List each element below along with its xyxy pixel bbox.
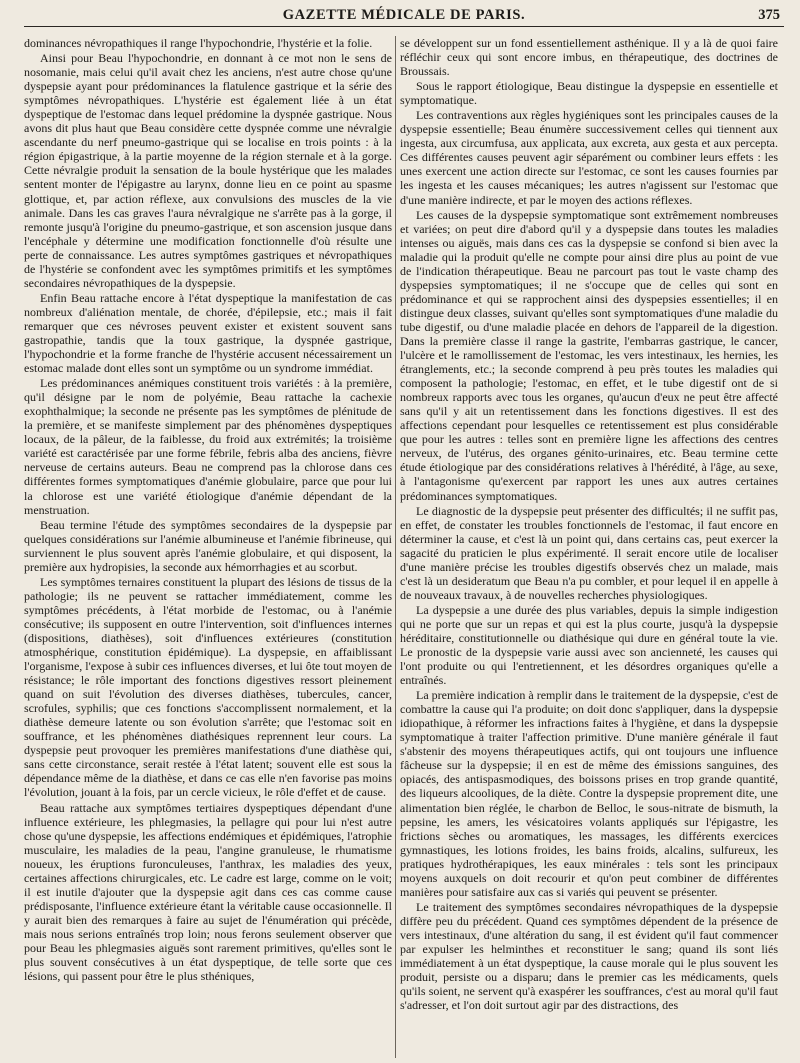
paragraph: Les causes de la dyspepsie symptomatique sont extrêmement nombreuses et variées; on peut dire d'abord qu'il y a dyspepsie dans toutes les maladies intenses ou aiguës, mais dans ces cas la dyspepsie se confond si bien avec la maladie qui la produit qu'elle ne compte pour ainsi dire plus au point de vue de l'indication thérapeutique. Beau ne parcourt pas tout le vaste champ des dyspepsies symptomatiques; il ne s'occupe que de celles qui sont en prédominance et qui se rapprochent ainsi des dyspepsies essentielles; il en distingue deux classes, suivant qu'elles sont symptomatiques d'une maladie du tube digestif, ou d'une maladie placée en dehors de l'appareil de la digestion. Dans la première classe il range la gastrite, l'embarras gastrique, le cancer, l'ulcère et le ramollissement de l'estomac, les vers intestinaux, les hernies, les étranglements, etc.; la seconde comprend à peu près toutes les maladies qui composent la pathologie; l'estomac, en effet, et le tube digestif ont de si nombreux rapports avec tous les organes, qu'aucun d'eux ne peut être affecté sans qu'il y ait un retentissement dans les fonctions digestives. Il est des affections cependant pour lesquelles ce retentissement est plus considérable que pour les autres : telles sont en première ligne les affections des centres nerveux, de l'utérus, des organes génito-urinaires, etc. Beau termine cette étude étiologique par des considérations relatives à l'hérédité, à l'âge, au sexe, à l'antagonisme qu'exercent par rapport les unes aux autres certaines prédominances symptomatiques.: [400, 207, 778, 503]
paragraph: La dyspepsie a une durée des plus variables, depuis la simple indigestion qui ne porte que sur un repas et qui est la plus courte, jusqu'à la dyspepsie héréditaire, constitutionnelle ou diathésique qui dure en général toute la vie. Le pronostic de la dyspepsie varie aussi avec son ancienneté, les causes qui l'ont produite ou qui l'entretiennent, et les désordres organiques qu'elle a entraînés.: [400, 602, 778, 688]
left-column: [24, 36, 392, 1058]
paragraph: Enfin Beau rattache encore à l'état dyspeptique la manifestation de cas nombreux d'aliénation mentale, de chorée, d'épilepsie, etc.; mais il fait remarquer que ces névroses peuvent exister et existent souvent sans gastropathie, tandis que la toux gastrique, la dyspnée gastrique, l'hypochondrie et la forme franche de l'hystérie accusent nécessairement un estomac malade dont elles sont un symptôme ou un syndrome immédiat.: [24, 290, 392, 376]
paragraph: Les prédominances anémiques constituent trois variétés : à la première, qu'il désigne par le nom de polyémie, Beau rattache la cachexie exophthalmique; la seconde ne présente pas les symptômes de plénitude de la première, et se manifeste simplement par des phénomènes dyspeptiques locaux, de la pâleur, de la faiblesse, du froid aux extrémités; la troisième variété est caractérisée par une forme fébrile, febris alba des anciens, fièvre nerveuse de certains auteurs. Beau ne comprend pas la chlorose dans ces différentes formes symptomatiques d'anémie globulaire, parce que pour lui la chlorose est une variété étiologique d'anémie dépendant de la menstruation.: [24, 376, 392, 517]
paragraph: Sous le rapport étiologique, Beau distingue la dyspepsie en essentielle et symptomatique.: [400, 79, 778, 108]
paragraph: Les symptômes ternaires constituent la plupart des lésions de tissus de la pathologie; ils ne peuvent se rattacher immédiatement, comme les symptômes précédents, à l'état morbide de l'estomac, ou à l'anémie consécutive; ils supposent en outre l'intervention, soit d'influences internes (dispositions, diathèses), soit d'influences extérieures (constitution atmosphérique, constitution épidémique). La dyspepsie, en affaiblissant l'organisme, l'expose à subir ces influences diverses, et lui ôte tout moyen de résistance; le rôle important des fonctions digestives ressort pleinement quand on suit l'évolution des diverses diathèses, tubercules, cancer, scrofules, syphilis; que ces fonctions s'accomplissent normalement, et la diathèse demeure latente ou son évolution s'arrête; que l'estomac soit en souffrance, et les phénomènes diathésiques reprennent leur cours. La dyspepsie peut provoquer les premières manifestations d'une diathèse qui, sans cette circonstance, serait restée à l'état latent; souvent elle est sous la dépendance même de la diathèse, et dans ce cas elle n'en favorise pas moins l'évolution, jouant à la fois, par un cercle vicieux, le rôle d'effet et de cause.: [24, 574, 392, 800]
page-header: [24, 4, 784, 27]
paragraph: Ainsi pour Beau l'hypochondrie, en donnant à ce mot non le sens de nosomanie, mais celui qu'il avait chez les anciens, n'est autre chose qu'une dyspepsie ayant pour prédominances la flatulence gastrique et la série des symptômes névropathiques. L'hystérie est également liée à un état dyspeptique de l'estomac dans lequel prédomine la dyspnée gastrique. Nous avons dit plus haut que Beau considère cette dyspnée comme une névralgie ascendante du nerf pneumo-gastrique qui se localise en trois points : à la région épigastrique, à la partie moyenne de la région sternale et à la gorge. Cette névralgie produit la sensation de la boule hystérique que les malades sentent monter de l'épigastre au larynx, donne lieu en ce point au spasme glottique, et, par action réflexe, aux convulsions des muscles de la vie animale. Dans les cas graves l'aura névralgique ne s'arrête pas à la gorge, il remonte jusqu'à l'origine du pneumo-gastrique, et son ascension jusque dans l'encéphale y détermine une modification fonctionnelle d'où résulte une perte de connaissance. Les autres symptômes gastriques et névropathiques de l'hystérie se confondent avec les symptômes primitifs et les symptômes secondaires névropathiques de la dyspepsie.: [24, 51, 392, 290]
paragraph: Le diagnostic de la dyspepsie peut présenter des difficultés; il ne suffit pas, en effet, de constater les troubles fonctionnels de l'estomac, il faut encore en déterminer la cause, et c'est là un point qui, dans certains cas, peut exercer la sagacité du praticien le plus expérimenté. Il serait encore utile de localiser d'une manière précise les troubles digestifs observés chez un malade, mais c'est là un desideratum que Beau n'a pu combler, et pour lequel il en appelle à de nouveaux travaux, à de nouvelles recherches physiologiques.: [400, 503, 778, 602]
paragraph: dominances névropathiques il range l'hypochondrie, l'hystérie et la folie.: [24, 36, 373, 50]
paragraph: Beau termine l'étude des symptômes secondaires de la dyspepsie par quelques considérations sur l'anémie albumineuse et l'anémie fibrineuse, qui surviennent le plus souvent après l'anémie globulaire, et qui disposent, la première aux hydropisies, la seconde aux hémorrhagies et au scorbut.: [24, 517, 392, 574]
paragraph: Beau rattache aux symptômes tertiaires dyspeptiques dépendant d'une influence extérieure, les phlegmasies, la pellagre qui pour lui n'est autre chose qu'une dyspepsie, les affections endémiques et épidémiques, l'atrophie musculaire, les maladies de la peau, l'angine granuleuse, le rhumatisme noueux, les éruptions furonculeuses, l'anthrax, les maladies des yeux, certaines affections chirurgicales, etc. Le cadre est large, comme on le voit; il est inutile d'ajouter que la dyspepsie agit dans ces cas comme cause prédisposante, l'influence extérieure étant la véritable cause occasionnelle. Il y aurait bien des remarques à faire au sujet de l'énumération qui précède, mais nous serions entraînés trop loin; nous ferons seulement observer que pour Beau les phlegmasies aiguës sont rarement primitives, qu'elles sont le plus souvent consécutives à un état dyspeptique, de telle sorte que ces lésions, qui passent pour être le plus sthéniques,: [24, 800, 392, 984]
running-title: GAZETTE MÉDICALE DE PARIS.: [282, 7, 526, 23]
paragraph: se développent sur un fond essentiellement asthénique. Il y a là de quoi faire réfléchir ceux qui sont encore imbus, en thérapeutique, des doctrines de Broussais.: [400, 36, 778, 79]
paragraph: Le traitement des symptômes secondaires névropathiques de la dyspepsie diffère peu du précédent. Quand ces symptômes dépendent de la présence de vers intestinaux, d'une altération du sang, il est évident qu'il faut commencer par expulser les helminthes et reconstituer le sang; quand ils sont liés immédiatement à un état dyspeptique, la cause morale qui le plus souvent les produit, persiste ou a disparu; dans le premier cas les médicaments, quels qu'ils soient, ne servent qu'à exaspérer les souffrances, c'est au moral qu'il faut s'adresser, et l'on doit surtout agir par des distractions, des: [400, 899, 778, 1013]
right-column: [400, 36, 778, 1058]
paragraph: Les contraventions aux règles hygiéniques sont les principales causes de la dyspepsie essentielle; Beau énumère successivement celles qui tiennent aux ingesta, aux circumfusa, aux applicata, aux excreta, aux gesta et aux percepta. Ces différentes causes peuvent agir séparément ou combiner leurs effets : les unes exercent une action directe sur l'estomac, ce sont les causes fournies par les ingesta et les causes mécaniques; les autres n'agissent sur l'estomac que d'une manière indirecte, et par le moyen des actions réflexes.: [400, 108, 778, 207]
column-divider: [395, 36, 396, 1058]
page-number: 375: [758, 7, 780, 23]
paragraph: La première indication à remplir dans le traitement de la dyspepsie, c'est de combattre la cause qui l'a produite; on doit donc s'appliquer, dans la dyspepsie idiopathique, à réformer les infractions faites à l'hygiène, et dans la dyspepsie symptomatique à traiter l'affection primitive. D'une manière générale il faut s'abstenir des moyens thérapeutiques actifs, qui ont toujours une influence fâcheuse sur la dyspepsie; il en est de même des émissions sanguines, des opiacés, des antispasmodiques, des boissons prises en trop grande quantité, des liqueurs alcooliques, de la diète. Contre la dyspepsie proprement dite, une alimentation bien réglée, le charbon de Belloc, le sous-nitrate de bismuth, la pepsine, les amers, les vésicatoires volants appliqués sur l'épigastre, les frictions sèches ou aromatiques, les massages, les différents exercices gymnastiques, les lotions froides, les bains froids, alcalins, sulfureux, les pratiques hydrothérapiques, les eaux minérales : tels sont les principaux moyens auxquels on doit recourir et qu'on peut combiner de différentes manières pour satisfaire aux cas si variés qui peuvent se présenter.: [400, 688, 778, 899]
